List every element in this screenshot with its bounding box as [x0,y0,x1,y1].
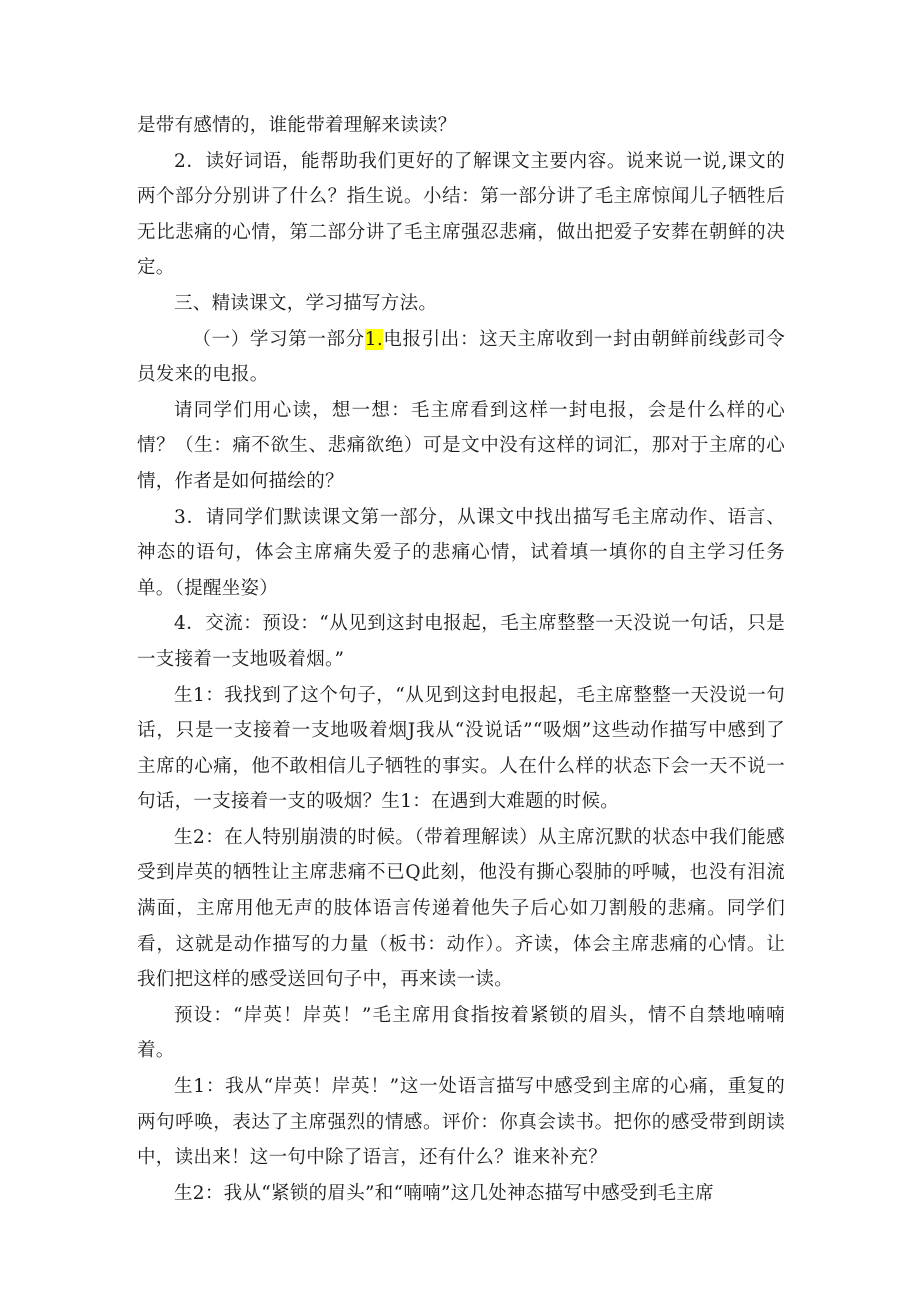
paragraph-10: 预设：“岸英！岸英！”毛主席用食指按着紧锁的眉头，情不自禁地喃喃着。 [137,1004,785,1062]
paragraph-4-pre: （一）学习第一部分 [192,328,365,350]
paragraph-12: 生2：我从“紧锁的眉头”和“喃喃”这几处神态描写中感受到毛主席 [174,1182,714,1204]
document-body [137,108,785,1211]
paragraph-3: 三、精读课文，学习描写方法。 [174,292,438,314]
paragraph-4 [137,322,785,393]
paragraph-9: 生2：在人特别崩溃的时候。（带着理解读）从主席沉默的状态中我们能感受到岸英的牺牲让主席悲痛不已Q此刻，他没有撕心裂肺的呼喊，也没有泪流满面，主席用他无声的肢体语言传递着他失子后心如刀割般的悲痛。同学们看，这就是动作描写的力量（板书：动作）。齐读，体会主席悲痛的心情。让我们把这样的感受送回句子中，再来读一读。 [137,826,785,991]
paragraph-5: 请同学们用心读，想一想：毛主席看到这样一封电报，会是什么样的心情？（生：痛不欲生、悲痛欲绝）可是文中没有这样的词汇，那对于主席的心情，作者是如何描绘的？ [137,399,785,492]
paragraph-2: 2．读好词语，能帮助我们更好的了解课文主要内容。说来说一说,课文的两个部分分别讲了什么？指生说。小结：第一部分讲了毛主席惊闻儿子牺牲后无比悲痛的心情，第二部分讲了毛主席强忍悲痛，做出把爱子安葬在朝鲜的决定。 [137,150,785,279]
paragraph-8: 生1：我找到了这个句子，“从见到这封电报起，毛主席整整一天没说一句话，只是一支接着一支地吸着烟J我从“没说话”“吸烟”这些动作描写中感到了主席的心痛，他不敢相信儿子牺牲的事实。人在什么样的状态下会一天不说一句话，一支接着一支的吸烟？生1：在遇到大难题的时候。 [137,684,785,813]
paragraph-1: 是带有感情的，谁能带着理解来读读？ [137,115,457,136]
paragraph-6: 3．请同学们默读课文第一部分，从课文中找出描写毛主席动作、语言、神态的语句，体会主席痛失爱子的悲痛心情，试着填一填你的自主学习任务单。（提醒坐姿） [137,506,785,599]
paragraph-7: 4．交流：预设：“从见到这封电报起，毛主席整整一天没说一句话，只是一支接着一支地吸着烟。” [137,613,785,670]
paragraph-11: 生1：我从“岸英！岸英！”这一处语言描写中感受到主席的心痛，重复的两句呼唤，表达了主席强烈的情感。评价：你真会读书。把你的感受带到朗读中，读出来！这一句中除了语言，还有什么？谁来补充？ [137,1076,785,1169]
paragraph-4-post: 电报引出：这天主席收到一封由朝鲜前线彭司令员发来的电报。 [137,328,786,386]
highlighted-number: 1. [364,328,384,350]
